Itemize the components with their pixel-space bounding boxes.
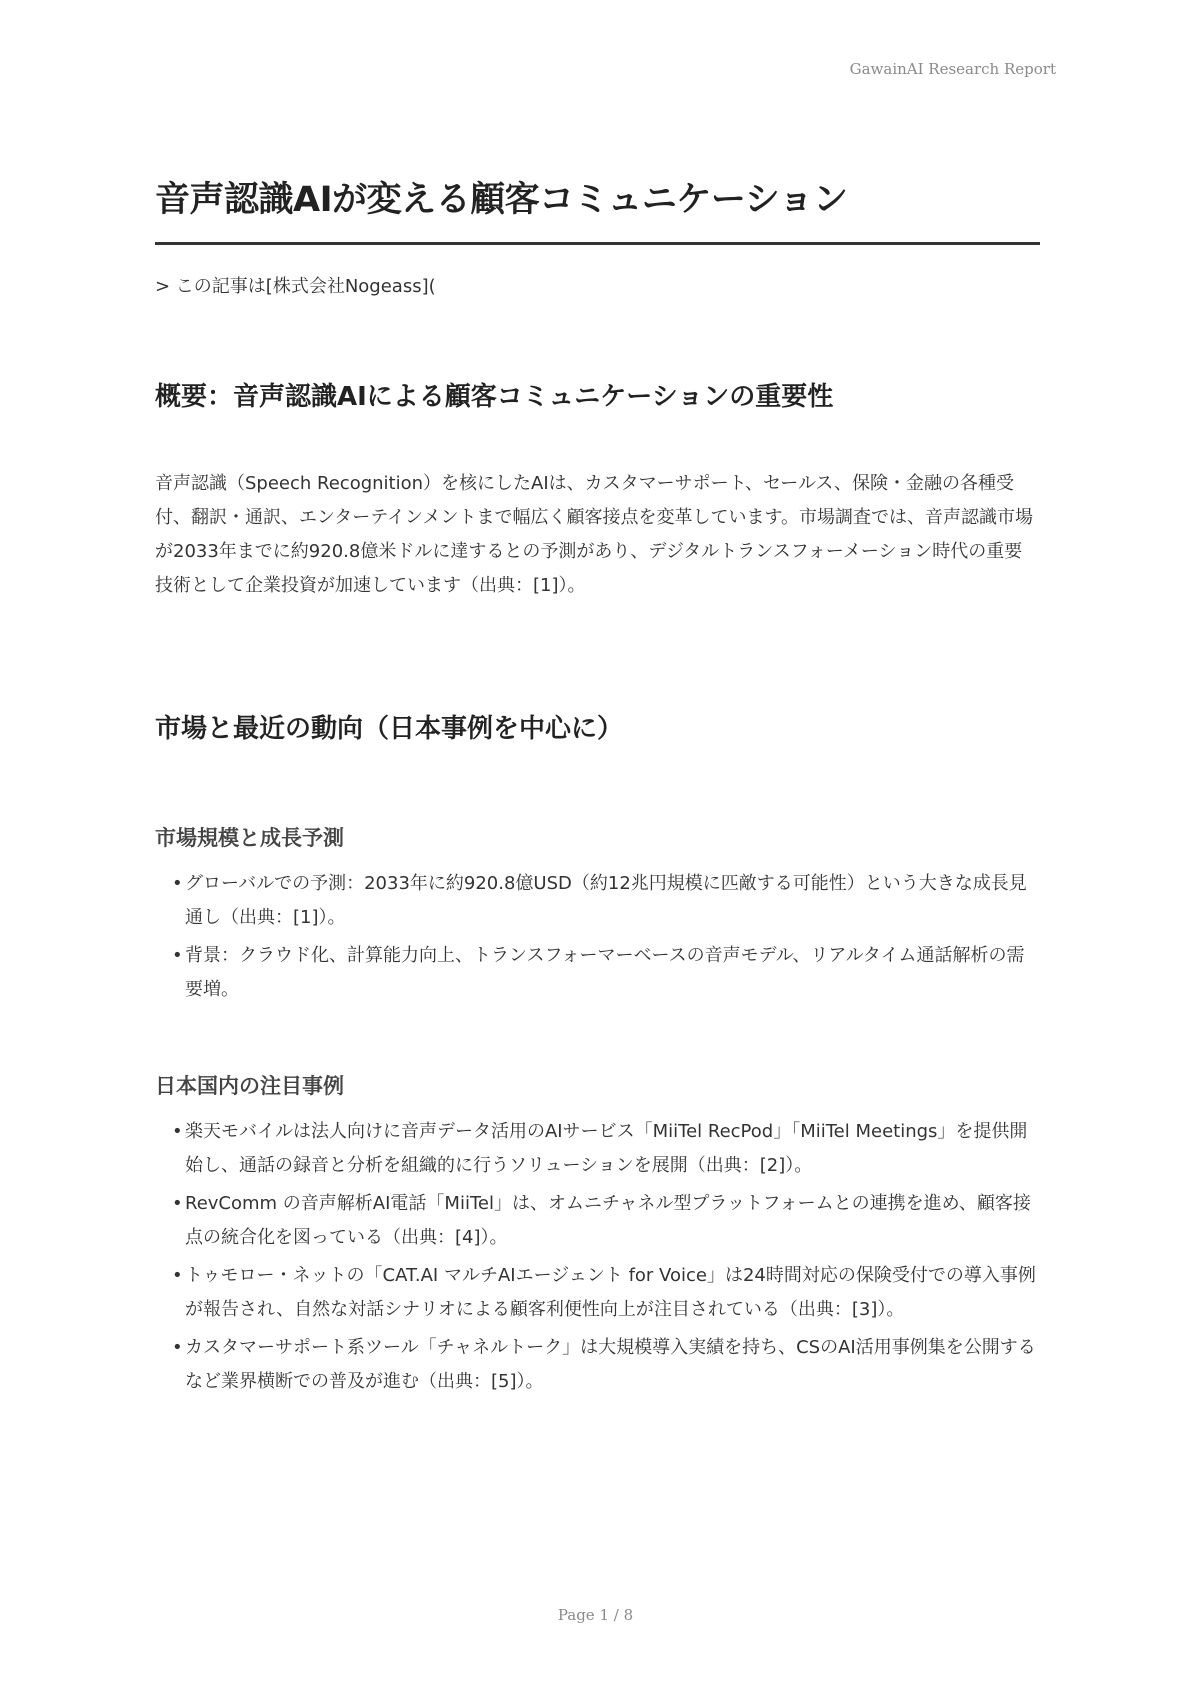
title-divider: [155, 242, 1040, 245]
section-heading-overview: 概要：音声認識AIによる顧客コミュニケーションの重要性: [155, 382, 834, 412]
bullet-icon: •: [172, 1121, 183, 1142]
running-header: GawainAI Research Report: [849, 60, 1056, 78]
document-body: [155, 170, 1040, 1403]
list-item-text: RevComm の音声解析AI電話「MiiTel」は、オムニチャネル型プラットフォームとの連携を進め、顧客接点の統合化を図っている（出典：[4]）。: [185, 1193, 1031, 1248]
list-item: [155, 1115, 1040, 1183]
list-item-text: 背景：クラウド化、計算能力向上、トランスフォーマーベースの音声モデル、リアルタイム通話解析の需要増。: [185, 945, 1025, 1000]
list-item-text: グローバルでの予測：2033年に約920.8億USD（約12兆円規模に匹敵する可能性）という大きな成長見通し（出典：[1]）。: [185, 873, 1027, 928]
market-size-list: [155, 867, 1040, 1007]
bullet-icon: •: [172, 1193, 183, 1214]
overview-paragraph: 音声認識（Speech Recognition）を核にしたAIは、カスタマーサポート、セールス、保険・金融の各種受付、翻訳・通訳、エンターテインメントまで幅広く顧客接点を変革しています。市場調査では、音声認識市場が2033年までに約920.8億米ドルに達するとの予測があり、デジタルトランスフォーメーション時代の重要技術として企業投資が加速しています（出典：[1]）。: [155, 473, 1034, 596]
list-item-text: 楽天モバイルは法人向けに音声データ活用のAIサービス「MiiTel RecPod」「MiiTel Meetings」を提供開始し、通話の録音と分析を組織的に行うソリューションを展開（出典：[2]）。: [185, 1121, 1028, 1176]
subheading-japan-cases: 日本国内の注目事例: [155, 1074, 344, 1098]
list-item-text: トゥモロー・ネットの「CAT.AI マルチAIエージェント for Voice」は24時間対応の保険受付での導入事例が報告され、自然な対話シナリオによる顧客利便性向上が注目されている（出典：[3]）。: [185, 1265, 1036, 1320]
bullet-icon: •: [172, 873, 183, 894]
list-item: [155, 1331, 1040, 1399]
bullet-icon: •: [172, 945, 183, 966]
japan-cases-list: [155, 1115, 1040, 1399]
list-item: [155, 1259, 1040, 1327]
list-item: [155, 939, 1040, 1007]
subheading-market-size: 市場規模と成長予測: [155, 826, 344, 850]
list-item-text: カスタマーサポート系ツール「チャネルトーク」は大規模導入実績を持ち、CSのAI活用事例集を公開するなど業界横断での普及が進む（出典：[5]）。: [185, 1337, 1036, 1392]
bullet-icon: •: [172, 1265, 183, 1286]
page-number: Page 1 / 8: [557, 1606, 634, 1624]
attribution-quote: > この記事は[株式会社Nogeass](: [155, 276, 436, 297]
section-heading-market: 市場と最近の動向（日本事例を中心に）: [155, 714, 624, 744]
list-item: [155, 867, 1040, 935]
bullet-icon: •: [172, 1337, 183, 1358]
document-title: 音声認識AIが変える顧客コミュニケーション: [155, 180, 848, 220]
list-item: [155, 1187, 1040, 1255]
